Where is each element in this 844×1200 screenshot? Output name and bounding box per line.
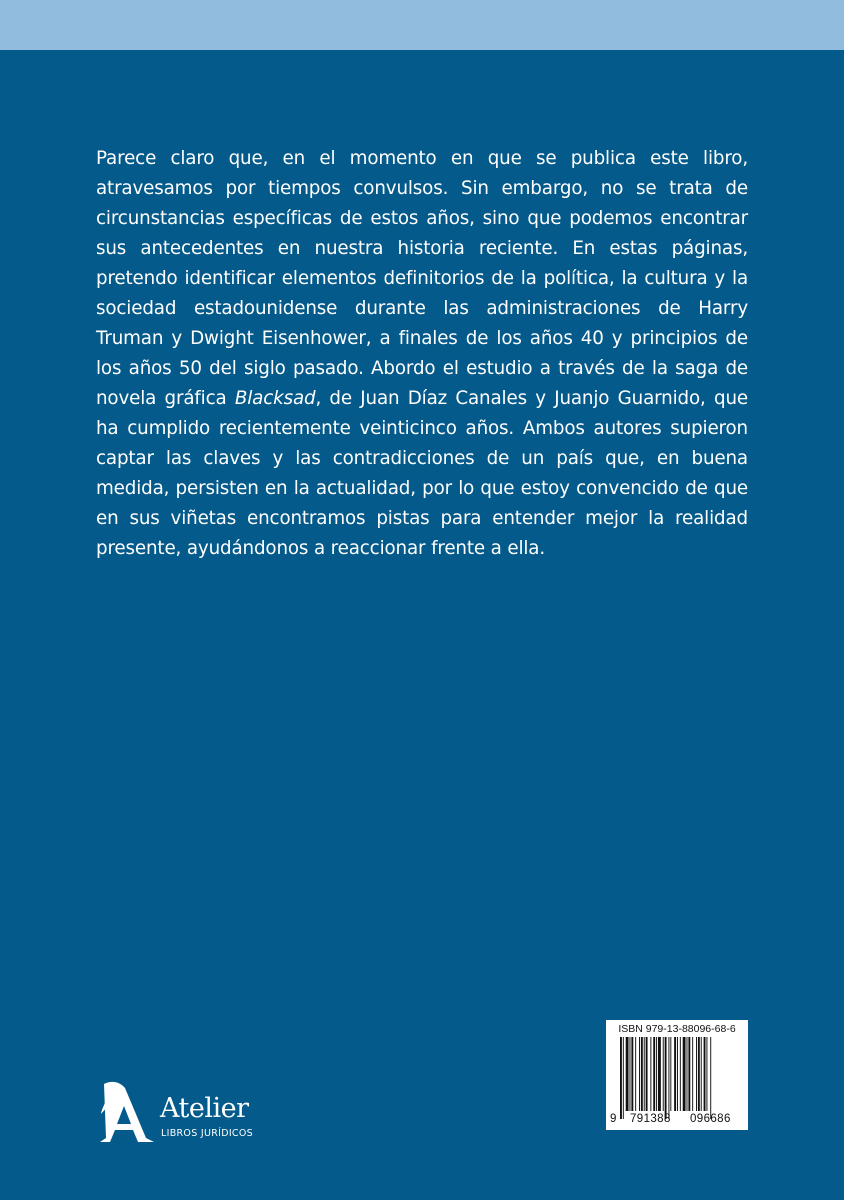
barcode-bar bbox=[635, 1037, 636, 1111]
barcode-bar bbox=[674, 1037, 676, 1111]
barcode-bar bbox=[623, 1037, 624, 1119]
isbn-label: ISBN 979-13-88096-68-6 bbox=[618, 1023, 736, 1035]
publisher-logo bbox=[98, 1080, 278, 1150]
barcode-bar bbox=[698, 1037, 700, 1111]
barcode-bar bbox=[639, 1037, 640, 1111]
barcode-bar bbox=[687, 1037, 688, 1111]
barcode-bar bbox=[658, 1037, 661, 1111]
isbn-barcode-box bbox=[606, 1020, 748, 1130]
barcode-bar bbox=[653, 1037, 655, 1111]
barcode-bar bbox=[626, 1037, 629, 1111]
barcode-bar bbox=[641, 1037, 643, 1111]
blurb-text-part2: , de Juan Díaz Canales y Juanjo Guarnido, que ha cumplido recientemente veinticinco años. Ambos autores supieron captar las claves y las contradicciones de un país que, en buena medida, persisten en la actualidad, por lo que estoy convencido de que en sus viñetas encontramos pistas para entender mejor la realidad presente, ayudándonos a reaccionar frente a ella. bbox=[96, 388, 748, 559]
blurb-text-part1: Parece claro que, en el momento en que se publica este libro, atravesamos por tiempos convulsos. Sin embargo, no se trata de circunstancias específicas de estos años, sino que podemos encontrar sus antecedentes en nuestra historia reciente. En estas páginas, pretendo identificar elementos definitorios de la política, la cultura y la sociedad estadounidense durante las administraciones de Harry Truman y Dwight Eisenhower, a finales de los años 40 y principios de los años 50 del siglo pasado. Abordo el estudio a través de la saga de novela gráfica bbox=[96, 148, 748, 409]
barcode-digits-right: 096686 bbox=[690, 1113, 731, 1125]
barcode-bar bbox=[668, 1037, 669, 1119]
barcode-bar bbox=[688, 1037, 690, 1111]
barcode-bar bbox=[631, 1037, 633, 1111]
barcode-bar bbox=[665, 1037, 667, 1119]
barcode-bar bbox=[670, 1037, 671, 1111]
barcode-bar bbox=[680, 1037, 681, 1111]
barcode-bar bbox=[620, 1037, 622, 1119]
blurb-book-title: Blacksad bbox=[234, 388, 316, 409]
atelier-a-logo-icon bbox=[98, 1080, 154, 1146]
barcode-bar bbox=[704, 1037, 706, 1111]
publisher-subtitle: LIBROS JURÍDICOS bbox=[161, 1128, 253, 1139]
barcode-bar bbox=[656, 1037, 657, 1111]
top-color-band bbox=[0, 0, 844, 50]
barcode-bar bbox=[696, 1037, 697, 1111]
barcode-bar bbox=[706, 1037, 707, 1111]
barcode-bar bbox=[650, 1037, 651, 1111]
barcode-bar bbox=[683, 1037, 686, 1111]
barcode-bar bbox=[663, 1037, 664, 1111]
barcode-bar bbox=[644, 1037, 645, 1111]
publisher-name: Atelier bbox=[160, 1093, 249, 1124]
back-cover-blurb bbox=[96, 144, 748, 564]
barcode-bar bbox=[701, 1037, 702, 1111]
barcode-bar bbox=[630, 1037, 631, 1111]
barcode-bar bbox=[692, 1037, 693, 1111]
barcode-bar bbox=[677, 1037, 678, 1111]
barcode-bar bbox=[646, 1037, 648, 1111]
barcode-bar bbox=[710, 1037, 711, 1119]
barcode-digits-left: 791388 bbox=[630, 1113, 671, 1125]
barcode-digit-first: 9 bbox=[610, 1113, 617, 1125]
